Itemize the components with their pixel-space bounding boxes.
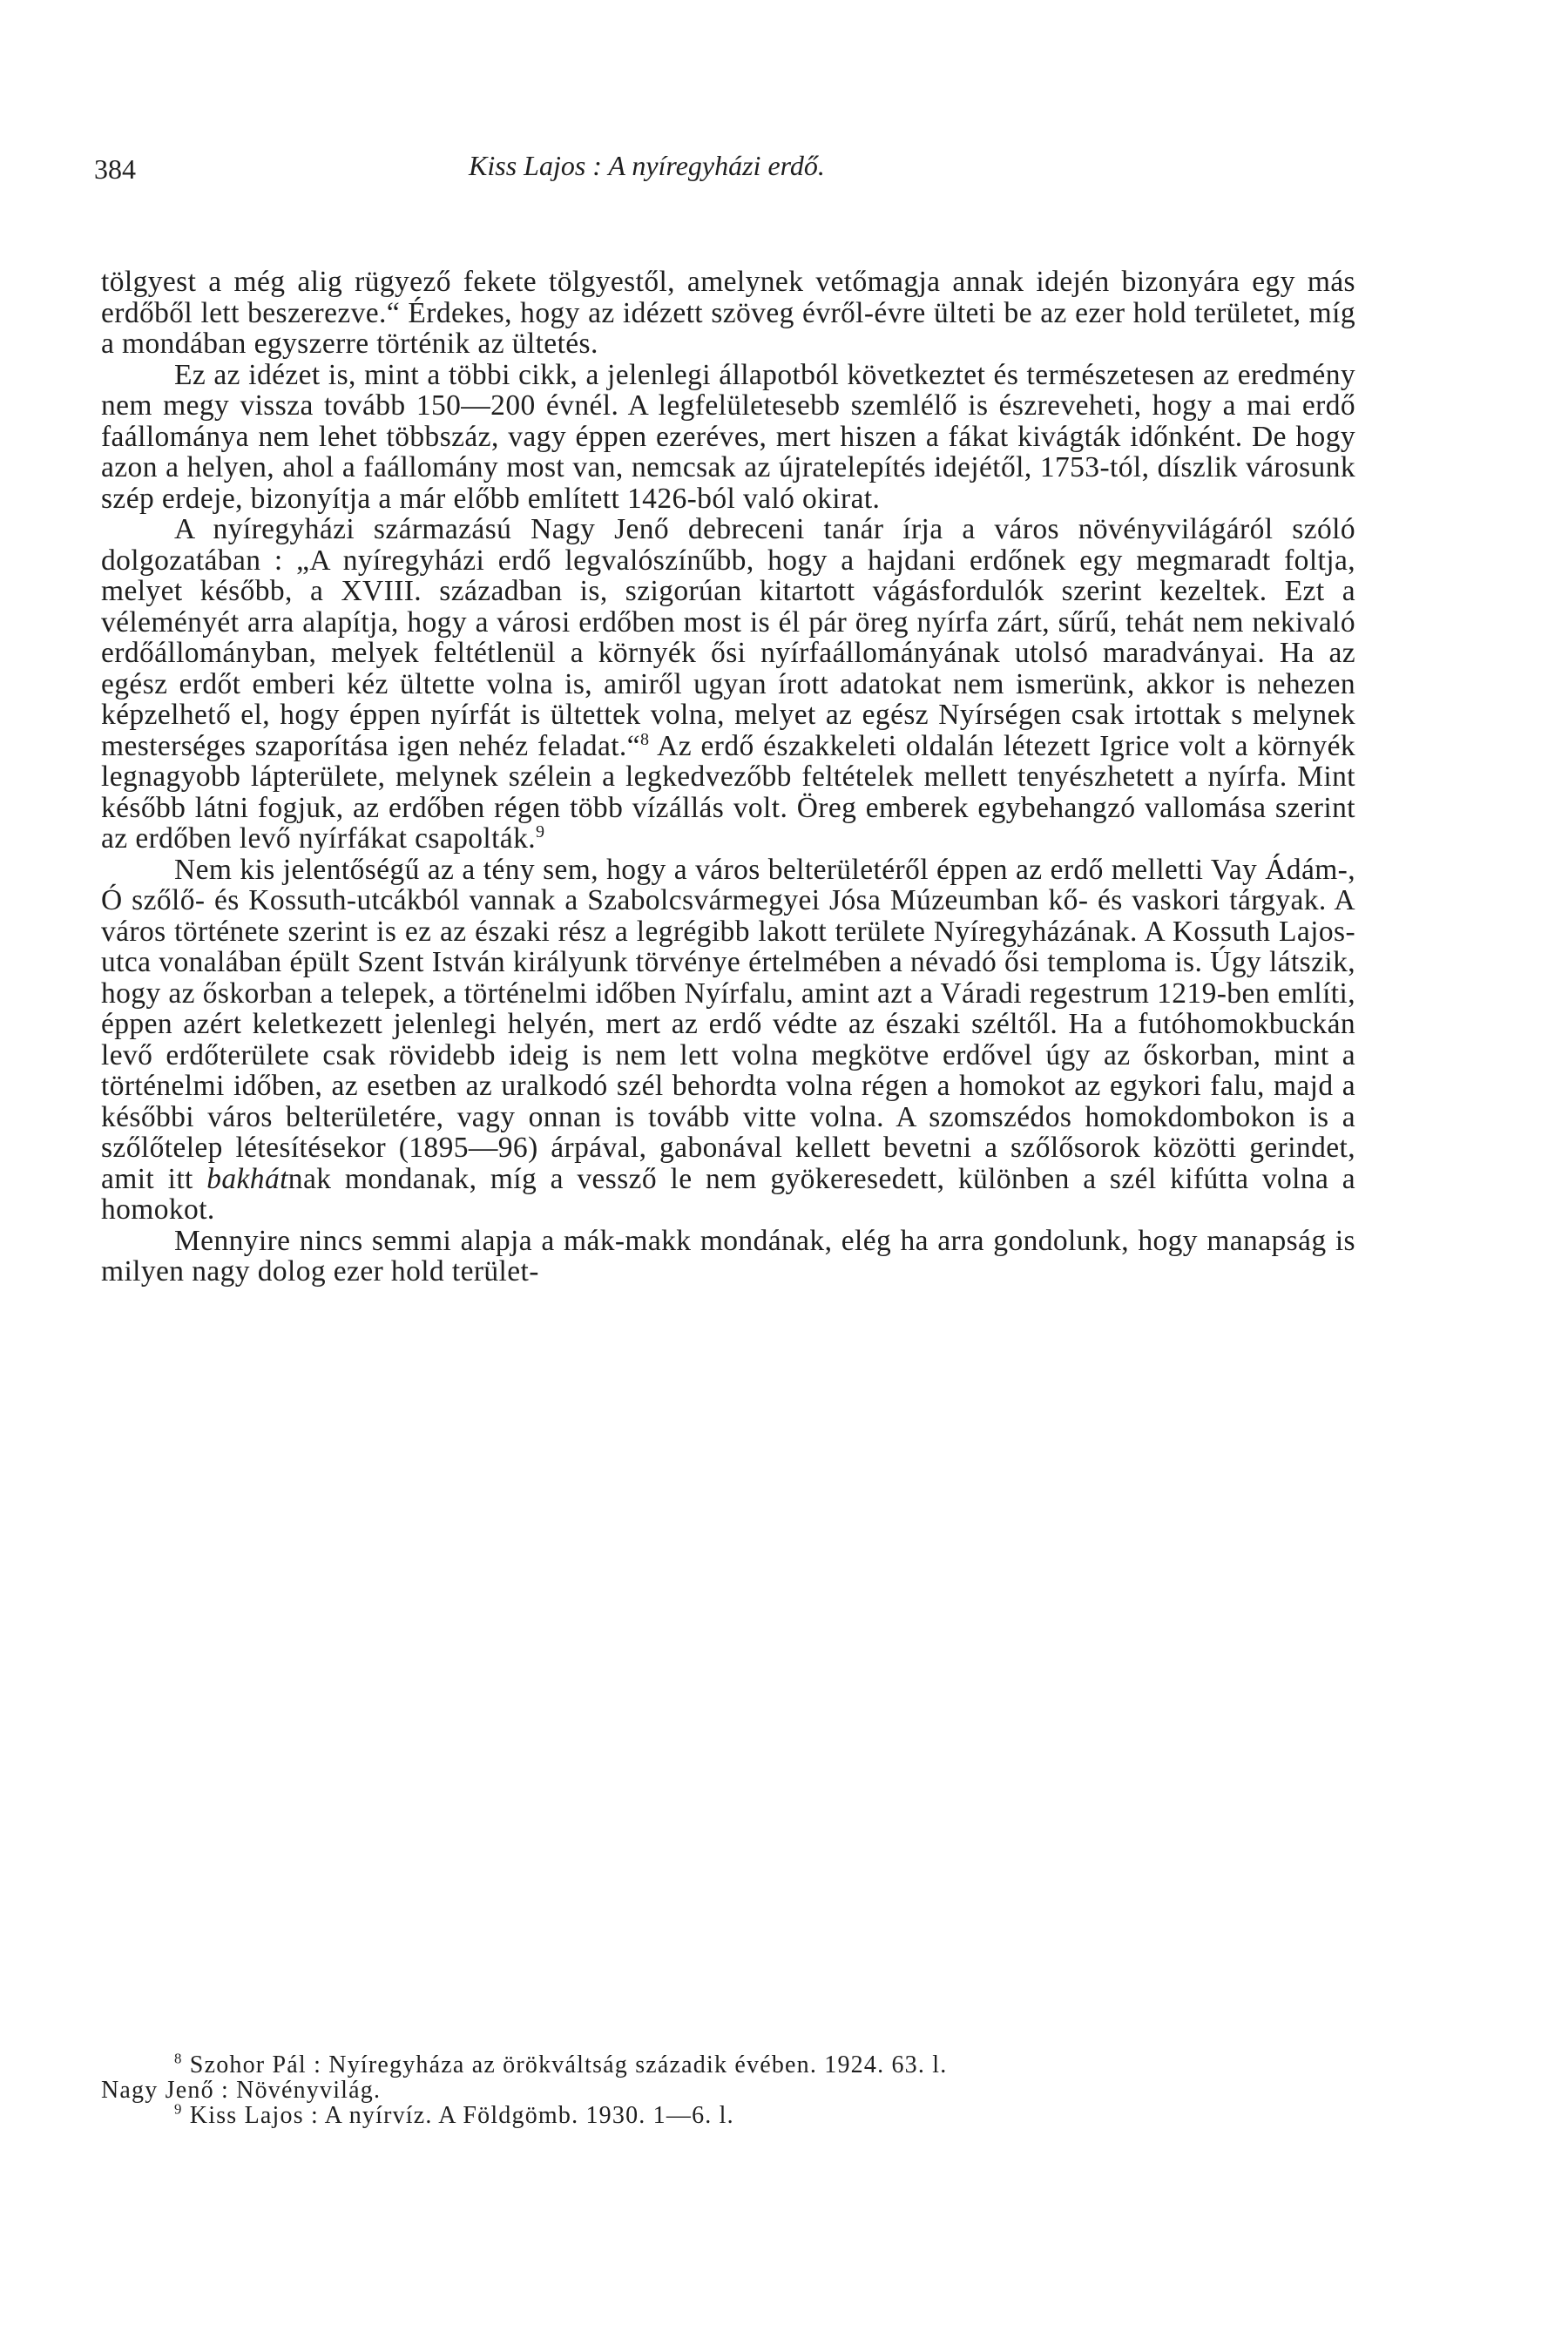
paragraph bbox=[101, 1226, 1355, 1288]
footnote-text: Kiss Lajos : A nyírvíz. A Földgömb. 1930. 1—6. l. bbox=[182, 2102, 734, 2129]
paragraph bbox=[101, 855, 1355, 1226]
footnote-text: Szohor Pál : Nyíregyháza az örökváltság századik évében. 1924. 63. l. bbox=[182, 2051, 948, 2078]
paragraph-text: A nyíregyházi származású Nagy Jenő debreceni tanár írja a város növényvilágáról szóló dolgozatában : „A nyíregyházi erdő legvalószínűbb, hogy a hajdani erdőnek egy megmaradt foltja, melyet később, a XVIII. században is, szigorúan kitartott vágásfordulók szerint kezeltek. Ezt a véleményét arra alapítja, hogy a városi erdőben most is él pár öreg nyírfa zárt, sűrű, tehát nem nekivaló erdőállományban, melyek feltétlenül a környék ősi nyírfaállományának utolsó maradványai. Ha az egész erdőt emberi kéz ültette volna is, amiről ugyan írott adatokat nem ismerünk, akkor is nehezen képzelhető el, hogy éppen nyírfát is ültettek volna, melyet az egész Nyírségen csak irtottak s melynek mesterséges szaporítása igen nehéz feladat.“ bbox=[101, 513, 1355, 762]
italic-term: bakhát bbox=[206, 1162, 288, 1195]
footnote-reference: 9 bbox=[536, 821, 545, 841]
paragraph-text: Mennyire nincs semmi alapja a mák-makk mondának, elég ha arra gondolunk, hogy manapság is milyen nagy dolog ezer hold terület- bbox=[101, 1224, 1355, 1288]
paragraph bbox=[101, 514, 1355, 855]
paragraph-text: nak mondanak, míg a vessző le nem gyökeresedett, különben a szél kifútta volna a homokot. bbox=[101, 1162, 1355, 1226]
running-header bbox=[94, 150, 1357, 193]
paragraph-continued bbox=[101, 267, 1355, 360]
running-title: Kiss Lajos : A nyíregyházi erdő. bbox=[469, 150, 825, 181]
footnote-mark: 8 bbox=[174, 2050, 183, 2067]
paragraph-text: Nem kis jelentőségű az a tény sem, hogy a város belterületéről éppen az erdő melletti Vay Ádám-, Ó szőlő- és Kossuth-utcákból vannak a Szabolcsvármegyei Jósa Múzeumban kő- és vaskori tárgyak. A város története szerint is ez az északi rész a legrégibb lakott területe Nyíregyházának. A Kossuth Lajos-utca vonalában épült Szent István királyunk törvénye értelmében a névadó ősi temploma is. Úgy látszik, hogy az őskorban a telepek, a történelmi időben Nyírfalu, amint azt a Váradi regestrum 1219-ben említi, éppen azért keletkezett jelenlegi helyén, mert az erdő védte az északi széltől. Ha a futóhomokbuckán levő erdőterülete csak rövidebb ideig is nem lett volna megkötve erdővel úgy az őskorban, mint a történelmi időben, az esetben az uralkodó szél behordta volna régen a homokot az egykori falu, majd a későbbi város belterületére, vagy onnan is tovább vitte volna. A szomszédos homokdombokon is a szőlőtelep létesítésekor (1895—96) árpával, gabonával kellett bevetni a szőlősorok közötti gerindet, amit itt bbox=[101, 853, 1355, 1195]
footnote-mark: 9 bbox=[174, 2100, 183, 2118]
footnote-reference: 8 bbox=[639, 729, 650, 749]
paragraph-text: Az erdő északkeleti oldalán létezett Igrice volt a környék legnagyobb lápterülete, melynek szélein a legkedvezőbb feltételek mellett tenyészhetett a nyírfa. Mint később látni fogjuk, az erdőben régen több vízállás volt. Öreg emberek egybehangzó vallomása szerint az erdőben levő nyírfákat csapolták. bbox=[101, 729, 1355, 855]
paragraph-text: Ez az idézet is, mint a többi cikk, a jelenlegi állapotból következtet és természetesen az eredmény nem megy vissza tovább 150—200 évnél. A legfelületesebb szemlélő is észreveheti, hogy a mai erdő faállománya nem lehet többszáz, vagy éppen ezeréves, mert hiszen a fákat kivágták időnként. De hogy azon a helyen, ahol a faállomány most van, nemcsak az újratelepítés idejétől, 1753-tól, díszlik városunk szép erdeje, bizonyítja a már előbb említett 1426-ból való okirat. bbox=[101, 358, 1355, 515]
footnote bbox=[101, 2052, 1355, 2078]
paragraph bbox=[101, 360, 1355, 515]
footnote bbox=[101, 2100, 1355, 2129]
footnote-continuation bbox=[101, 2078, 1355, 2103]
footnotes bbox=[101, 2052, 1355, 2128]
body-text bbox=[101, 267, 1355, 1288]
page-number: 384 bbox=[94, 153, 136, 185]
footnote-text: Nagy Jenő : Növényvilág. bbox=[101, 2077, 382, 2104]
paragraph-text: tölgyest a még alig rügyező fekete tölgyestől, amelynek vetőmagja annak idején bizonyára egy más erdőből lett beszerezve.“ Érdekes, hogy az idézett szöveg évről-évre ülteti be az ezer hold területet, míg a mondában egyszerre történik az ültetés. bbox=[101, 266, 1355, 360]
